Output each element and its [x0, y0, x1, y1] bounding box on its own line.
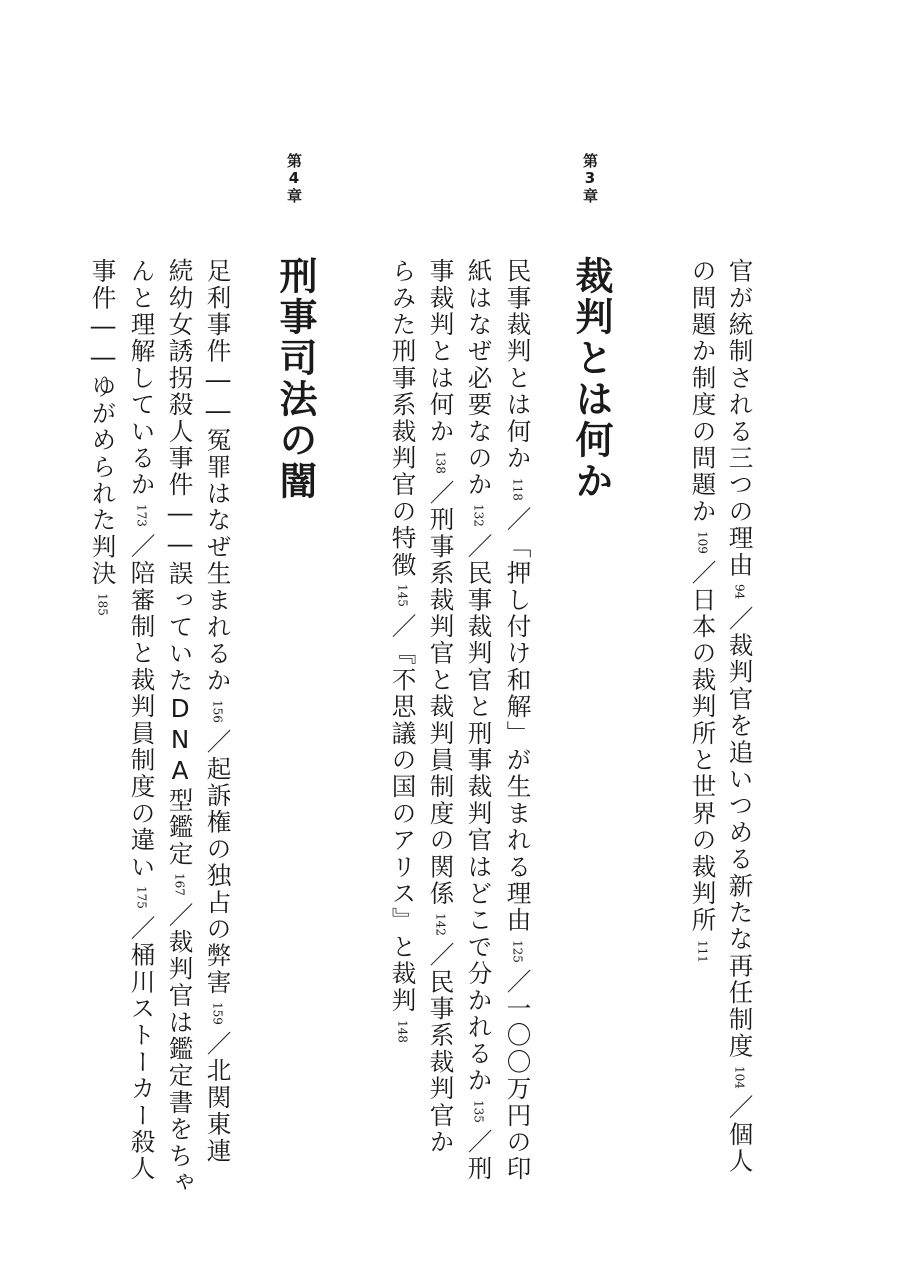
toc-line-6 — [388, 258, 418, 1049]
page-number: 94 — [732, 584, 747, 600]
toc-line-3 — [503, 258, 533, 1183]
toc-entry-text: ／「押し付け和解」が生まれる理由 — [503, 506, 533, 934]
page-number: 156 — [210, 700, 225, 723]
page-number: 173 — [134, 504, 149, 528]
toc-entry-text: 足利事件――冤罪はなぜ生まれるか — [203, 258, 233, 694]
toc-entry-text: ／民事系裁判官か — [426, 941, 456, 1156]
toc-line-2 — [688, 258, 718, 969]
toc-line-9 — [127, 258, 157, 1183]
toc-entry-text: ／個人 — [725, 1094, 755, 1175]
toc-line-7 — [203, 258, 233, 1165]
page-number: 109 — [695, 531, 710, 554]
toc-entry-text: ／一〇〇万円の印 — [503, 968, 533, 1183]
toc-entry-text: の問題か制度の問題か — [688, 258, 718, 525]
toc-entry-text: ／北関東連 — [203, 1030, 233, 1165]
page-number: 142 — [433, 913, 448, 936]
toc-line-5 — [426, 258, 456, 1156]
toc-entry-text: らみた刑事系裁判官の特徴 — [388, 258, 418, 579]
page-number: 125 — [510, 939, 525, 963]
page-number: 111 — [695, 939, 710, 963]
toc-entry-text: ／『不思議の国のアリス』と裁判 — [388, 613, 418, 1014]
toc-entry-text: ／刑事系裁判官と裁判員制度の関係 — [426, 479, 456, 908]
page-number: 132 — [471, 504, 486, 528]
toc-line-8 — [165, 258, 195, 1197]
page-number: 118 — [510, 477, 525, 501]
page-number: 159 — [210, 1001, 225, 1025]
chapter-4-label: 第4章 — [285, 153, 303, 204]
toc-entry-text: ／民事裁判官と刑事裁判官はどこで分かれるか — [464, 533, 494, 1094]
toc-entry-text: ／裁判官を追いつめる新たな再任制度 — [725, 605, 755, 1060]
page-number: 167 — [172, 873, 187, 897]
page-number: 175 — [134, 886, 149, 910]
page-number: 138 — [433, 450, 448, 474]
toc-entry-text: んと理解しているか — [127, 258, 157, 499]
toc-line-4 — [464, 258, 494, 1183]
toc-entry-text: ／刑 — [464, 1128, 494, 1183]
chapter-3-title: 裁判とは何か — [569, 256, 614, 502]
chapter-4-title: 刑事司法の闇 — [273, 256, 318, 502]
page-number: 145 — [395, 584, 410, 608]
toc-entry-text: 民事裁判とは何か — [503, 258, 533, 472]
toc-line-10 — [88, 258, 118, 622]
page-number: 135 — [471, 1099, 486, 1123]
toc-entry-text: ／起訴権の独占の弊害 — [203, 728, 233, 996]
toc-line-1 — [725, 258, 755, 1175]
toc-entry-text: ／裁判官は鑑定書をちゃ — [165, 902, 195, 1197]
page-number: 185 — [95, 593, 110, 617]
page-number: 104 — [732, 1065, 747, 1089]
toc-entry-text: 事裁判とは何か — [426, 258, 456, 445]
toc-entry-text: 続幼女誘拐殺人事件――誤っていたDNA型鑑定 — [165, 258, 195, 868]
toc-entry-text: 官が統制される三つの理由 — [725, 258, 755, 579]
toc-entry-text: ／桶川ストーカー殺人 — [127, 915, 157, 1183]
toc-entry-text: 紙はなぜ必要なのか — [464, 258, 494, 499]
toc-entry-text: 事件――ゆがめられた判決 — [88, 258, 118, 588]
page-number: 148 — [395, 1019, 410, 1043]
toc-entry-text: ／陪審制と裁判員制度の違い — [127, 533, 157, 881]
chapter-3-label: 第3章 — [581, 153, 599, 204]
toc-entry-text: ／日本の裁判所と世界の裁判所 — [688, 559, 718, 934]
